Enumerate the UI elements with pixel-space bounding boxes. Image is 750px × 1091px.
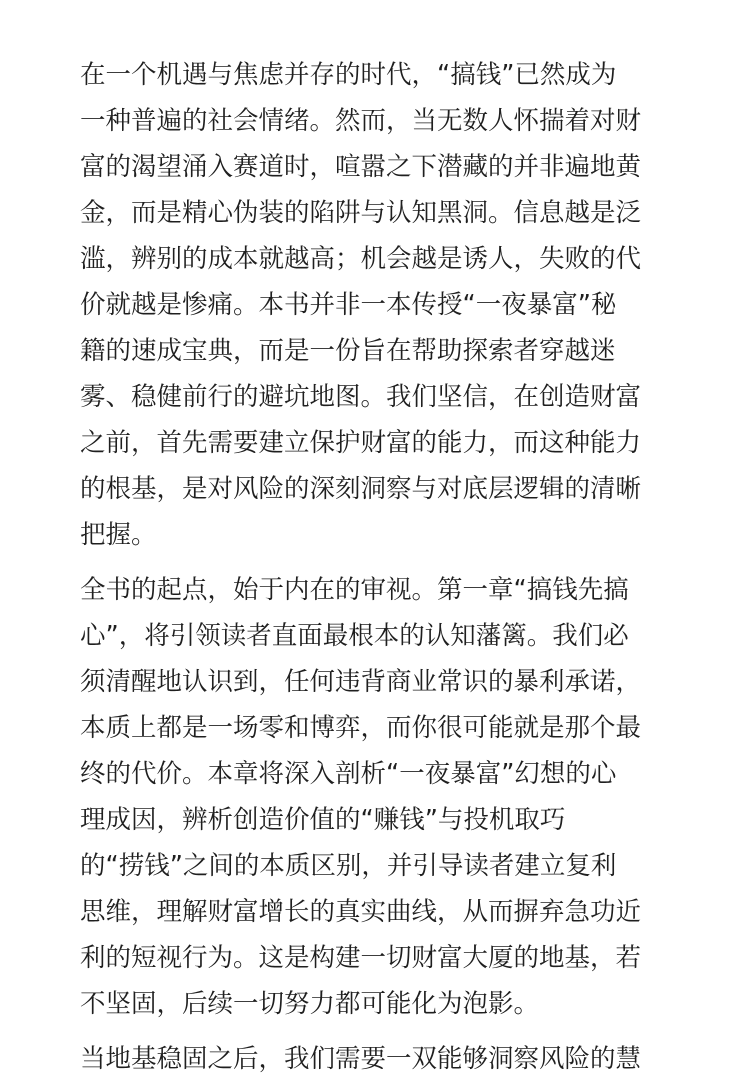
text-line: 把握。 [80,520,157,550]
text-line: 在一个机遇与焦虑并存的时代，“搞钱”已然成为 [80,60,617,90]
text-line: 终的代价。本章将深入剖析“一夜暴富”幻想的心 [80,759,617,789]
paragraph-intro [80,52,680,558]
text-line: 须清醒地认识到，任何违背商业常识的暴利承诺， [80,667,642,697]
paragraph-chapter-one [80,567,680,1027]
text-line: 籍的速成宝典，而是一份旨在帮助探索者穿越迷 [80,336,616,366]
text-line: 之前，首先需要建立保护财富的能力，而这种能力 [80,428,642,458]
text-line: 金，而是精心伪装的陷阱与认知黑洞。信息越是泛 [80,198,642,228]
text-line: 思维，理解财富增长的真实曲线，从而摒弃急功近 [80,897,642,927]
paragraph-continuation [80,1036,680,1082]
text-line: 当地基稳固之后，我们需要一双能够洞察风险的慧 [80,1044,642,1074]
text-line: 利的短视行为。这是构建一切财富大厦的地基，若 [80,943,642,973]
text-line: 心”，将引领读者直面最根本的认知藩篱。我们必 [80,621,629,651]
article-body [80,52,680,1091]
text-line: 一种普遍的社会情绪。然而，当无数人怀揣着对财 [80,106,642,136]
text-line: 富的渴望涌入赛道时，喧嚣之下潜藏的并非遍地黄 [80,152,642,182]
text-line: 雾、稳健前行的避坑地图。我们坚信，在创造财富 [80,382,642,412]
text-line: 不坚固，后续一切努力都可能化为泡影。 [80,989,540,1019]
text-line: 本质上都是一场零和博弈，而你很可能就是那个最 [80,713,642,743]
text-line: 理成因，辨析创造价值的“赚钱”与投机取巧 [80,805,566,835]
text-line: 价就越是惨痛。本书并非一本传授“一夜暴富”秘 [80,290,617,320]
text-line: 全书的起点，始于内在的审视。第一章“搞钱先搞 [80,575,629,605]
text-line: 滥，辨别的成本就越高；机会越是诱人，失败的代 [80,244,642,274]
text-line: 的根基，是对风险的深刻洞察与对底层逻辑的清晰 [80,474,642,504]
text-line: 的“捞钱”之间的本质区别，并引导读者建立复利 [80,851,617,881]
